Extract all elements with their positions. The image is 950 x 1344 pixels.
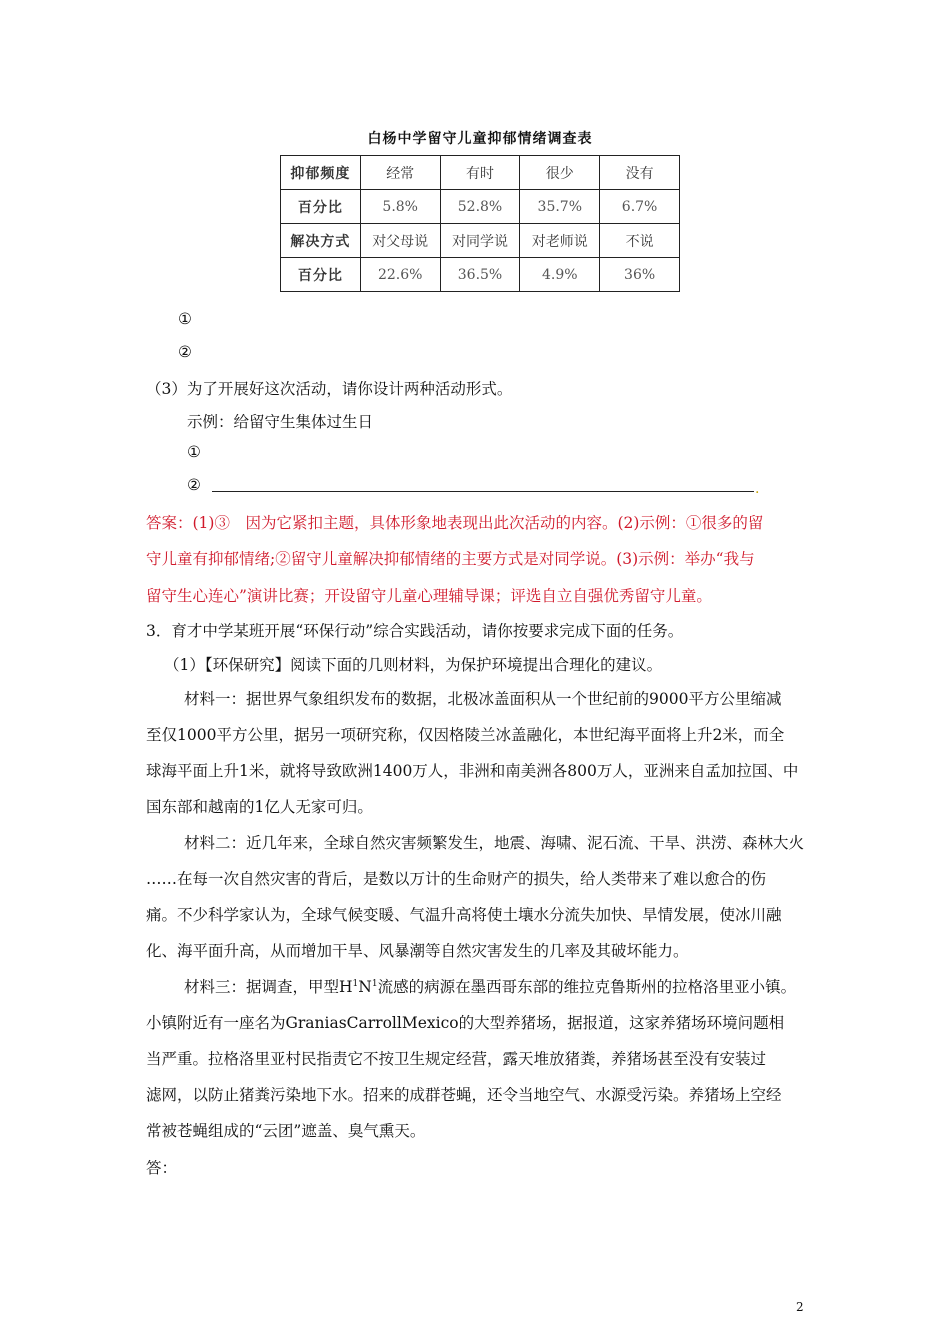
answer-underline	[212, 491, 754, 492]
underline-end-mark: .	[755, 481, 760, 497]
table-row-header: 百分比	[281, 190, 361, 224]
table-cell: 52.8%	[440, 190, 520, 224]
material3-sup-1: 1	[352, 978, 359, 989]
page-number: 2	[796, 1300, 804, 1314]
material2-line: 痛。不少科学家认为，全球气候变暖、气温升高将使土壤水分流失加快、旱情发展，使冰川融	[146, 906, 782, 924]
table-cell: 对父母说	[360, 224, 440, 258]
q2-blank-1: ①	[178, 310, 192, 328]
material3-line: 小镇附近有一座名为GraniasCarrollMexico的大型养猪场，据报道，这家养猪场环境问题相	[146, 1014, 785, 1032]
table-cell: 4.9%	[520, 258, 600, 292]
answer-line-3: 留守生心连心”演讲比赛；开设留守儿童心理辅导课；评选自立自强优秀留守儿童。	[146, 587, 712, 605]
table-cell: 22.6%	[360, 258, 440, 292]
table-cell: 36.5%	[440, 258, 520, 292]
table-title: 白杨中学留守儿童抑郁情绪调查表	[367, 131, 593, 147]
table-cell: 对同学说	[440, 224, 520, 258]
table-cell: 对老师说	[520, 224, 600, 258]
material1-line: 国东部和越南的1亿人无家可归。	[146, 798, 373, 816]
table-cell: 6.7%	[600, 190, 680, 224]
answer-line-2: 守儿童有抑郁情绪;②留守儿童解决抑郁情绪的主要方式是对同学说。(3)示例：举办“我与	[146, 550, 755, 568]
table-cell: 很少	[520, 156, 600, 190]
material1-line: 球海平面上升1米，就将导致欧洲1400万人，非洲和南美洲各800万人，亚洲来自孟加拉国、中	[146, 762, 799, 780]
material3-sup-2: 1	[371, 978, 378, 989]
material3-line: 常被苍蝇组成的“云团”遮盖、臭气熏天。	[146, 1122, 426, 1140]
q3-example: 示例：给留守生集体过生日	[187, 413, 374, 431]
answer-line-1: 答案：(1)③ 因为它紧扣主题，具体形象地表现出此次活动的内容。(2)示例：①很多的留	[146, 514, 764, 532]
material3-mid: N	[358, 978, 372, 996]
material2-line: 材料二：近几年来，全球自然灾害频繁发生，地震、海啸、泥石流、干旱、洪涝、森林大火	[184, 834, 805, 852]
q3-blank-2: ②	[187, 476, 201, 494]
q3-blank-1: ①	[187, 443, 201, 461]
question3-title: 3．育才中学某班开展“环保行动”综合实践活动，请你按要求完成下面的任务。	[146, 622, 684, 640]
material3-line: 当严重。拉格洛里亚村民指责它不按卫生规定经营，露天堆放猪粪，养猪场甚至没有安装过	[146, 1050, 767, 1068]
table-row-header: 解决方式	[281, 224, 361, 258]
material3-pre: 材料三：据调查，甲型H	[184, 978, 353, 996]
table-cell: 36%	[600, 258, 680, 292]
q3-prompt: （3）为了开展好这次活动，请你设计两种活动形式。	[146, 380, 513, 398]
material3-post: 流感的病源在墨西哥东部的维拉克鲁斯州的拉格洛里亚小镇。	[377, 978, 797, 996]
table-cell: 没有	[600, 156, 680, 190]
table-cell: 35.7%	[520, 190, 600, 224]
material1-line: 材料一：据世界气象组织发布的数据，北极冰盖面积从一个世纪前的9000平方公里缩减	[184, 690, 782, 708]
table-cell: 5.8%	[360, 190, 440, 224]
table-row	[281, 156, 680, 190]
table-cell: 有时	[440, 156, 520, 190]
table-row-header: 抑郁频度	[281, 156, 361, 190]
table-row	[281, 258, 680, 292]
table-row	[281, 190, 680, 224]
material1-line: 至仅1000平方公里，据另一项研究称，仅因格陵兰冰盖融化，本世纪海平面将上升2米，而全	[146, 726, 785, 744]
table-cell: 不说	[600, 224, 680, 258]
table-row	[281, 224, 680, 258]
table-cell: 经常	[360, 156, 440, 190]
answer-label: 答：	[146, 1159, 178, 1177]
material2-line: 化、海平面升高，从而增加干旱、风暴潮等自然灾害发生的几率及其破坏能力。	[146, 942, 689, 960]
material3-first-line	[184, 975, 796, 997]
material3-line: 滤网，以防止猪粪污染地下水。招来的成群苍蝇，还令当地空气、水源受污染。养猪场上空经	[146, 1086, 782, 1104]
table-row-header: 百分比	[281, 258, 361, 292]
q2-blank-2: ②	[178, 343, 192, 361]
material2-line: ……在每一次自然灾害的背后，是数以万计的生命财产的损失，给人类带来了难以愈合的伤	[146, 870, 767, 888]
question3-task1: （1）【环保研究】阅读下面的几则材料，为保护环境提出合理化的建议。	[164, 656, 663, 674]
survey-table	[280, 155, 680, 292]
